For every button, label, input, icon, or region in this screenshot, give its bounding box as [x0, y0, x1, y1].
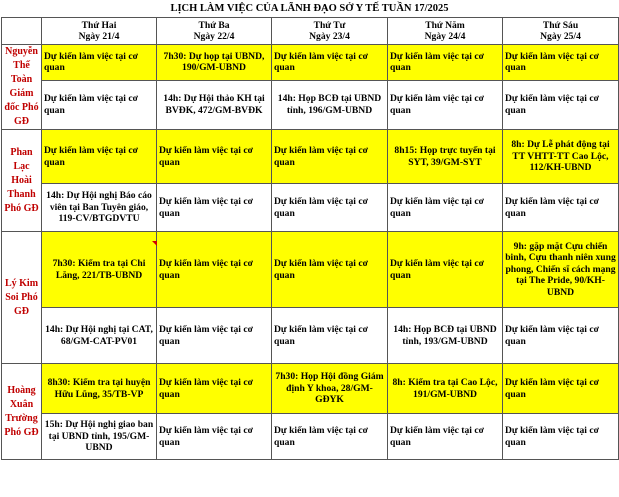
- schedule-cell: 14h: Dự Hội nghị Báo cáo viên tại Ban Tuyên giáo, 119-CV/BTGDVTU: [42, 184, 157, 232]
- schedule-cell: Dự kiến làm việc tại cơ quan: [157, 232, 272, 308]
- schedule-cell: Dự kiến làm việc tại cơ quan: [388, 184, 503, 232]
- page-title: LỊCH LÀM VIỆC CỦA LÃNH ĐẠO SỞ Y TẾ TUẦN 17/2025: [170, 3, 449, 14]
- schedule-row-afternoon: [2, 308, 619, 364]
- schedule-cell: 15h: Dự Hội nghị giao ban tại UBND tỉnh, 195/GM-UBND: [42, 414, 157, 460]
- schedule-row-afternoon: [2, 184, 619, 232]
- schedule-row-afternoon: [2, 80, 619, 129]
- schedule-cell: Dự kiến làm việc tại cơ quan: [388, 232, 503, 308]
- schedule-cell: Dự kiến làm việc tại cơ quan: [503, 364, 619, 414]
- corner-cell: [2, 18, 42, 45]
- schedule-row-morning: [2, 45, 619, 81]
- schedule-cell: 14h: Họp BCĐ tại UBND tỉnh, 196/GM-UBND: [272, 80, 388, 129]
- day-header: Thứ Tư Ngày 23/4: [272, 18, 388, 45]
- schedule-cell: 8h: Kiểm tra tại Cao Lộc, 191/GM-UBND: [388, 364, 503, 414]
- schedule-cell: Dự kiến làm việc tại cơ quan: [272, 414, 388, 460]
- schedule-cell: Dự kiến làm việc tại cơ quan: [503, 414, 619, 460]
- schedule-cell: Dự kiến làm việc tại cơ quan: [503, 184, 619, 232]
- schedule-cell: Dự kiến làm việc tại cơ quan: [272, 308, 388, 364]
- schedule-cell: Dự kiến làm việc tại cơ quan: [42, 80, 157, 129]
- leader-name-cell: Nguyễn Thế Toàn Giám đốc Phó GĐ: [2, 45, 42, 130]
- schedule-cell: Dự kiến làm việc tại cơ quan: [272, 130, 388, 184]
- schedule-cell: Dự kiến làm việc tại cơ quan: [42, 130, 157, 184]
- leader-name-cell: Phan Lạc Hoài Thanh Phó GĐ: [2, 130, 42, 232]
- schedule-row-morning: [2, 364, 619, 414]
- schedule-cell: Dự kiến làm việc tại cơ quan: [157, 308, 272, 364]
- schedule-cell: Dự kiến làm việc tại cơ quan: [388, 80, 503, 129]
- schedule-cell: 14h: Họp BCĐ tại UBND tỉnh, 193/GM-UBND: [388, 308, 503, 364]
- schedule-cell: Dự kiến làm việc tại cơ quan: [388, 414, 503, 460]
- schedule-cell: Dự kiến làm việc tại cơ quan: [272, 45, 388, 81]
- schedule-cell: 7h30: Họp Hội đồng Giám định Y khoa, 28/GM-GĐYK: [272, 364, 388, 414]
- schedule-cell: Dự kiến làm việc tại cơ quan: [388, 45, 503, 81]
- schedule-cell: 7h30: Dự họp tại UBND, 190/GM-UBND: [157, 45, 272, 81]
- schedule-cell: 14h: Dự Hội nghị tại CAT, 68/GM-CAT-PV01: [42, 308, 157, 364]
- day-header: Thứ Ba Ngày 22/4: [157, 18, 272, 45]
- schedule-cell: Dự kiến làm việc tại cơ quan: [272, 232, 388, 308]
- schedule-cell: Dự kiến làm việc tại cơ quan: [157, 184, 272, 232]
- schedule-cell: Dự kiến làm việc tại cơ quan: [503, 45, 619, 81]
- schedule-cell: Dự kiến làm việc tại cơ quan: [157, 130, 272, 184]
- schedule-cell: 8h15: Họp trực tuyến tại SYT, 39/GM-SYT: [388, 130, 503, 184]
- schedule-cell: 7h30: Kiểm tra tại Chi Lăng, 221/TB-UBND: [42, 232, 157, 308]
- schedule-cell: 8h: Dự Lễ phát động tại TT VHTT-TT Cao Lộc, 112/KH-UBND: [503, 130, 619, 184]
- schedule-row-afternoon: [2, 414, 619, 460]
- day-header: Thứ Năm Ngày 24/4: [388, 18, 503, 45]
- schedule-cell: 9h: gặp mặt Cựu chiến binh, Cựu thanh niên xung phong, Chiến sĩ cách mạng tại The Pride, 90/KH-UBND: [503, 232, 619, 308]
- schedule-cell: Dự kiến làm việc tại cơ quan: [272, 184, 388, 232]
- schedule-row-morning: [2, 130, 619, 184]
- schedule-cell: 8h30: Kiểm tra tại huyện Hữu Lũng, 35/TB-VP: [42, 364, 157, 414]
- schedule-cell: 14h: Dự Hội thảo KH tại BVĐK, 472/GM-BVĐK: [157, 80, 272, 129]
- schedule-sheet: [1, 17, 619, 460]
- comment-marker-icon: [152, 241, 157, 246]
- leader-name-cell: Lý Kim Soi Phó GĐ: [2, 232, 42, 364]
- schedule-cell: Dự kiến làm việc tại cơ quan: [503, 80, 619, 129]
- schedule-table: [1, 17, 619, 460]
- header-row: [2, 18, 619, 45]
- leader-name-cell: Hoàng Xuân Trường Phó GĐ: [2, 364, 42, 460]
- schedule-cell: Dự kiến làm việc tại cơ quan: [42, 45, 157, 81]
- schedule-row-morning: [2, 232, 619, 308]
- schedule-cell: Dự kiến làm việc tại cơ quan: [503, 308, 619, 364]
- day-header: Thứ Sáu Ngày 25/4: [503, 18, 619, 45]
- day-header: Thứ Hai Ngày 21/4: [42, 18, 157, 45]
- schedule-cell: Dự kiến làm việc tại cơ quan: [157, 364, 272, 414]
- schedule-cell: Dự kiến làm việc tại cơ quan: [157, 414, 272, 460]
